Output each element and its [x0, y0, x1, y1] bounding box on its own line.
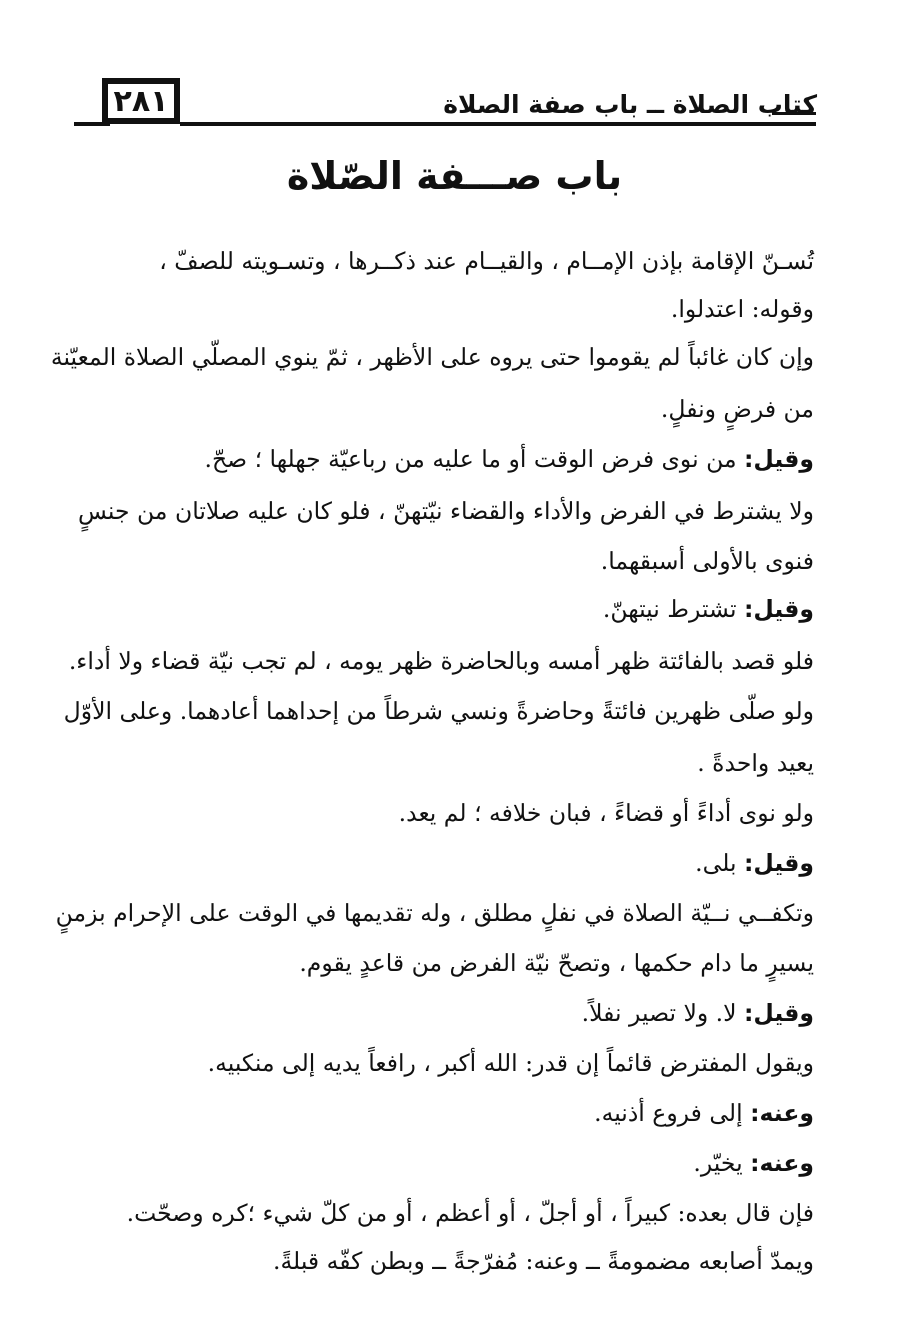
text-line: [602, 595, 814, 623]
text-line: [77, 497, 814, 525]
line-text: ولو صلّى ظهرين فائتةً وحاضرةً ونسي شرطاً من إحداهما أعادهما. وعلى الأوّل: [63, 697, 814, 725]
line-text: وقوله: اعتدلوا.: [670, 295, 814, 323]
text-line: [126, 1199, 814, 1227]
text-line: [207, 1049, 814, 1077]
text-line: [693, 1149, 814, 1177]
page-number: ٢٨١: [113, 83, 169, 119]
line-text: تُسـنّ الإقامة بإذن الإمــام ، والقيــام عند ذكــرها ، وتسـويته للصفّ ،: [159, 247, 814, 275]
text-line: [299, 949, 814, 977]
line-text: ويقول المفترض قائماً إن قدر: الله أكبر ، رافعاً يديه إلى منكبيه.: [207, 1049, 814, 1077]
text-line: [581, 999, 814, 1027]
text-line: [55, 899, 814, 927]
page-number-box: [102, 78, 180, 124]
text-line: [660, 395, 814, 423]
text-line: [272, 1247, 814, 1275]
line-text: من فرضٍ ونفلٍ.: [660, 395, 814, 423]
line-text: ولو نوى أداءً أو قضاءً ، فبان خلافه ؛ لم يعد.: [398, 799, 814, 827]
header-rule-right: [180, 122, 816, 126]
line-text: فلو قصد بالفائتة ظهر أمسه وبالحاضرة ظهر يومه ، لم تجب نيّة قضاء ولا أداء.: [68, 647, 814, 675]
text-line: [398, 799, 814, 827]
line-lead: وقيل:: [744, 595, 814, 623]
text-line: [697, 749, 814, 777]
text-line: [204, 445, 814, 473]
running-head: كتاب الصلاة ــ باب صفة الصلاة: [443, 90, 817, 119]
line-text: يسيرٍ ما دام حكمها ، وتصحّ نيّة الفرض من قاعدٍ يقوم.: [299, 949, 814, 977]
line-lead: وقيل:: [744, 445, 814, 473]
text-line: [68, 647, 814, 675]
line-lead: وقيل:: [744, 999, 814, 1027]
line-lead: وعنه:: [750, 1099, 814, 1127]
line-text: ولا يشترط في الفرض والأداء والقضاء نيّتهنّ ، فلو كان عليه صلاتان من جنسٍ: [77, 497, 814, 525]
line-text: ويمدّ أصابعه مضمومةً ــ وعنه: مُفرّجةً ــ وبطن كفّه قبلةً.: [272, 1247, 814, 1275]
line-text: من نوى فرض الوقت أو ما عليه من رباعيّة جهلها ؛ صحّ.: [204, 445, 745, 473]
line-text: إلى فروع أذنيه.: [594, 1099, 751, 1127]
line-text: وإن كان غائباً لم يقوموا حتى يروه على الأظهر ، ثمّ ينوي المصلّي الصلاة المعيّنة: [50, 343, 814, 371]
text-line: [63, 697, 814, 725]
text-line: [695, 849, 814, 877]
line-text: لا. ولا تصير نفلاً.: [581, 999, 745, 1027]
text-line: [600, 547, 814, 575]
line-text: فإن قال بعده: كبيراً ، أو أجلّ ، أو أعظم ، أو من كلّ شيء ؛كره وصحّت.: [126, 1199, 814, 1227]
line-text: وتكفــي نــيّة الصلاة في نفلٍ مطلق ، وله تقديمها في الوقت على الإحرام بزمنٍ: [55, 899, 814, 927]
text-line: [670, 295, 814, 323]
line-lead: وعنه:: [750, 1149, 814, 1177]
text-line: [50, 343, 814, 371]
line-lead: وقيل:: [744, 849, 814, 877]
line-text: يعيد واحدةً .: [697, 749, 814, 777]
text-line: [159, 247, 814, 275]
line-text: تشترط نيتهنّ.: [602, 595, 745, 623]
chapter-title: باب صـــفة الصّلاة: [286, 154, 623, 198]
line-text: فنوى بالأولى أسبقهما.: [600, 547, 814, 575]
text-line: [594, 1099, 814, 1127]
line-text: يخيّر.: [693, 1149, 751, 1177]
line-text: بلى.: [695, 849, 745, 877]
